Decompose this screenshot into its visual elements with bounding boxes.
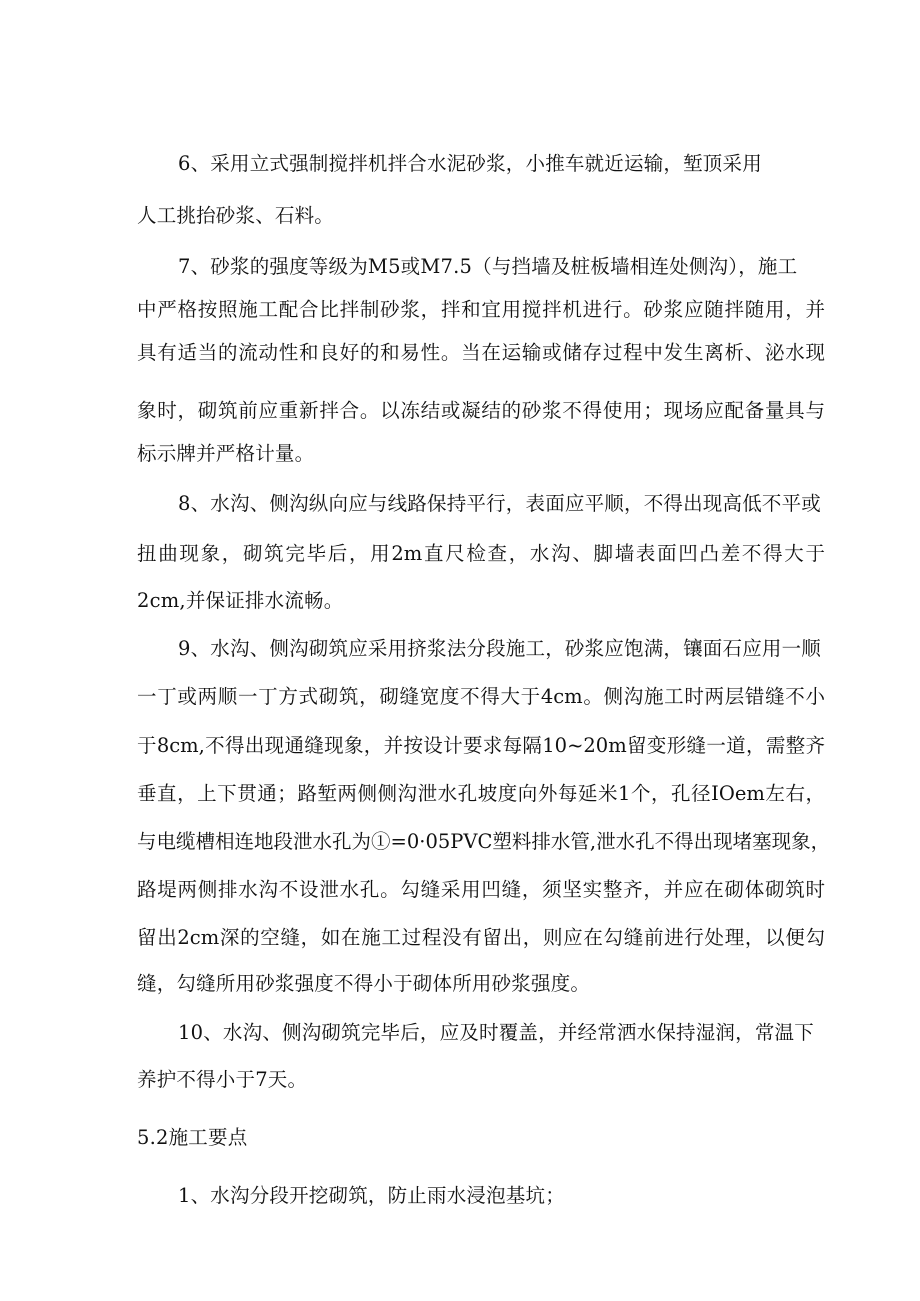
paragraph-7-line-2: 中严格按照施工配合比拌制砂浆，拌和宜用搅拌机进行。砂浆应随拌随用，并 (137, 298, 825, 321)
paragraph-9-line-3: 于8cm,不得出现通缝现象，并按设计要求每隔10~20m留变形缝一道，需整齐 (137, 734, 825, 757)
paragraph-8-line-2: 扭曲现象，砌筑完毕后，用2m直尺检查，水沟、脚墙表面凹凸差不得大于 (137, 542, 825, 565)
paragraph-7-line-4: 象时，砌筑前应重新拌合。以冻结或凝结的砂浆不得使用；现场应配备量具与 (137, 399, 825, 422)
paragraph-7-line-3: 具有适当的流动性和良好的和易性。当在运输或储存过程中发生离析、泌水现 (137, 341, 825, 364)
paragraph-10-line-1: 10、水沟、侧沟砌筑完毕后，应及时覆盖，并经常洒水保持湿润，常温下 (178, 1021, 814, 1044)
section-5-2-item-1: 1、水沟分段开挖砌筑，防止雨水浸泡基坑； (178, 1184, 565, 1207)
paragraph-7-line-1: 7、砂浆的强度等级为M5或M7.5（与挡墙及桩板墙相连处侧沟），施工 (178, 255, 798, 278)
paragraph-9-line-1: 9、水沟、侧沟砌筑应采用挤浆法分段施工，砂浆应饱满，镶面石应用一顺 (178, 637, 822, 660)
paragraph-9-line-2: 一丁或两顺一丁方式砌筑，砌缝宽度不得大于4cm。侧沟施工时两层错缝不小 (137, 685, 825, 708)
paragraph-9-line-5: 与电缆槽相连地段泄水孔为①=0·05PVC塑料排水管,泄水孔不得出现堵塞现象， (137, 830, 831, 853)
paragraph-9-line-8: 缝，勾缝所用砂浆强度不得小于砌体所用砂浆强度。 (137, 972, 591, 995)
section-heading-5-2: 5.2施工要点 (137, 1126, 248, 1149)
paragraph-9-line-7: 留出2cm深的空缝，如在施工过程没有留出，则应在勾缝前进行处理，以便勾 (137, 926, 825, 949)
paragraph-9-line-4: 垂直，上下贯通；路堑两侧侧沟泄水孔坡度向外每延米1个，孔径IOem左右， (137, 782, 825, 805)
paragraph-9-line-6: 路堤两侧排水沟不设泄水孔。勾缝采用凹缝，须坚实整齐，并应在砌体砌筑时 (137, 878, 825, 901)
paragraph-6-line-1: 6、采用立式强制搅拌机拌合水泥砂浆，小推车就近运输，堑顶采用 (178, 152, 762, 175)
paragraph-6-line-2: 人工挑抬砂浆、石料。 (137, 204, 335, 227)
paragraph-10-line-2: 养护不得小于7天。 (137, 1068, 308, 1091)
paragraph-7-line-5: 标示牌并严格计量。 (137, 442, 315, 465)
paragraph-8-line-3: 2cm,并保证排水流畅。 (137, 589, 344, 612)
paragraph-8-line-1: 8、水沟、侧沟纵向应与线路保持平行，表面应平顺，不得出现高低不平或 (178, 492, 822, 515)
